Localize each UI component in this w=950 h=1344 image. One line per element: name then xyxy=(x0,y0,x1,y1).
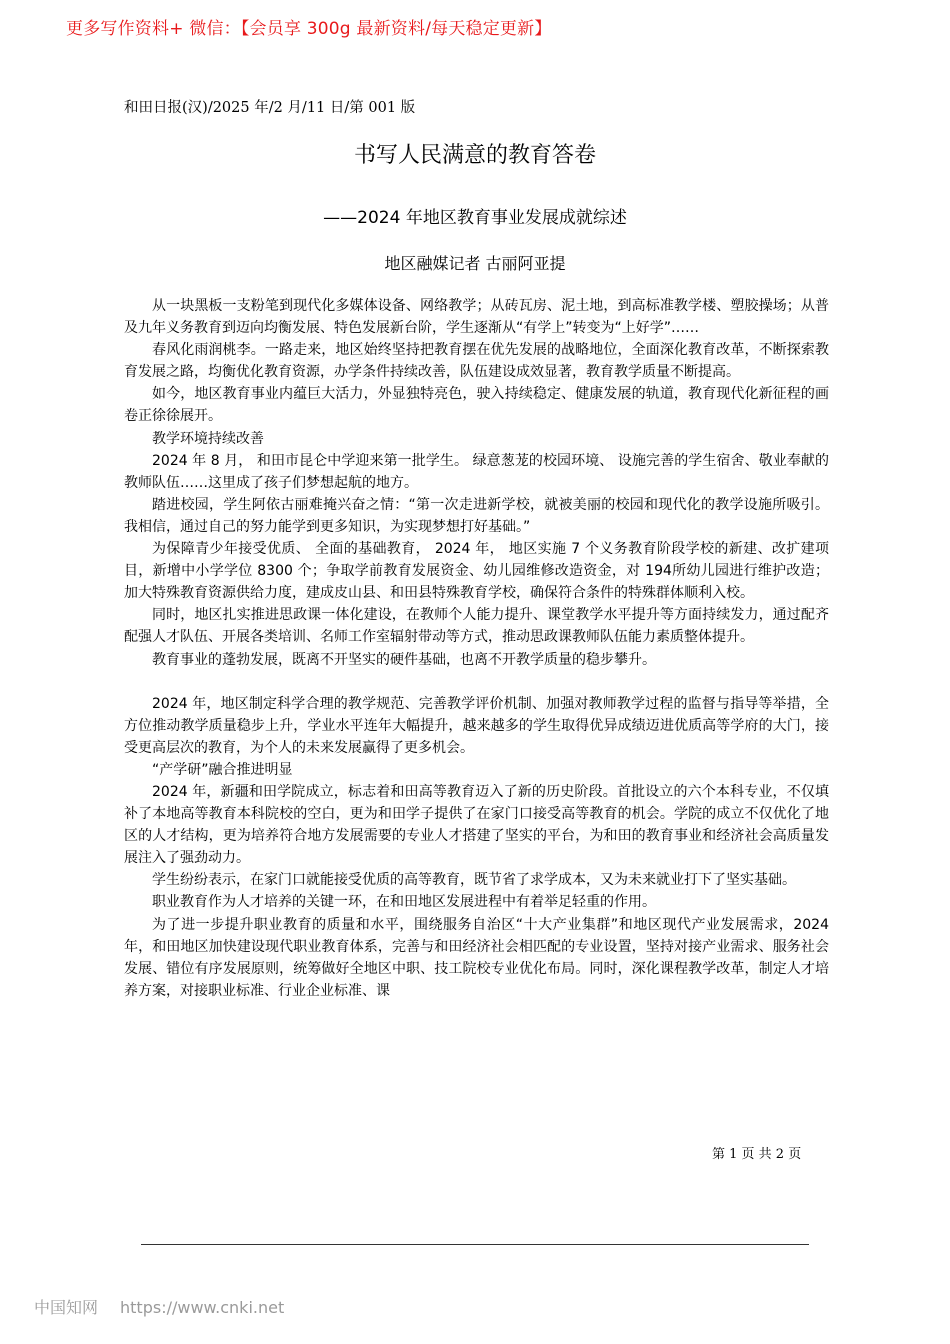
paragraph: 职业教育作为人才培养的关键一环，在和田地区发展进程中有着举足轻重的作用。 xyxy=(152,894,656,911)
footer-divider xyxy=(141,1244,809,1245)
paragraph: 为保障青少年接受优质、 全面的基础教育， 2024 年， 地区实施 7 个义务教育阶段学校的新建、改扩建项目，新增中小学学位 8300 个；争取学前教育发展资金、幼儿园维修改造资金，对 194所幼儿园进行维护改造；加大特殊教育资源供给力度，建成皮山县、和田县特殊教育学校，确保符合条件的特殊群体顺利入校。 xyxy=(124,541,829,602)
source-line: 和田日报(汉)/2025 年/2 月/11 日/第 001 版 xyxy=(124,100,416,116)
watermark-url: https://www.cnki.net xyxy=(120,1298,285,1317)
promo-banner: 更多写作资料+ 微信：【会员享 300g 最新资料/每天稳定更新】 xyxy=(66,19,552,39)
paragraph: 春风化雨润桃李。一路走来，地区始终坚持把教育摆在优先发展的战略地位，全面深化教育改革，不断探索教育发展之路，均衡优化教育资源，办学条件持续改善，队伍建设成效显著，教育教学质量不断提高。 xyxy=(124,342,829,381)
paragraph: 从一块黑板一支粉笔到现代化多媒体设备、网络教学；从砖瓦房、泥土地，到高标准教学楼、塑胶操场；从普及九年义务教育到迈向均衡发展、特色发展新台阶，学生逐渐从“有学上”转变为“上好学”…… xyxy=(124,298,829,337)
article-body xyxy=(124,295,829,1002)
paragraph: 2024 年 8 月， 和田市昆仑中学迎来第一批学生。 绿意葱茏的校园环境、 设施完善的学生宿舍、敬业奉献的教师队伍……这里成了孩子们梦想起航的地方。 xyxy=(124,452,829,491)
article-subtitle: ——2024 年地区教育事业发展成就综述 xyxy=(323,208,627,228)
article-byline: 地区融媒记者 古丽阿亚提 xyxy=(384,254,566,273)
paragraph: 同时，地区扎实推进思政课一体化建设，在教师个人能力提升、课堂教学水平提升等方面持续发力，通过配齐配强人才队伍、开展各类培训、名师工作室辐射带动等方式，推动思政课教师队伍能力素质整体提升。 xyxy=(124,607,829,646)
paragraph: 踏进校园，学生阿依古丽难掩兴奋之情：“第一次走进新学校，就被美丽的校园和现代化的教学设施所吸引。我相信，通过自己的努力能学到更多知识，为实现梦想打好基础。” xyxy=(124,496,829,535)
section-heading: 教学环境持续改善 xyxy=(152,430,264,447)
paragraph: 学生纷纷表示，在家门口就能接受优质的高等教育，既节省了求学成本，又为未来就业打下了坚实基础。 xyxy=(152,872,796,889)
paragraph: 2024 年，地区制定科学合理的教学规范、完善教学评价机制、加强对教师教学过程的监督与指导等举措，全方位推动教学质量稳步上升，学业水平连年大幅提升，越来越多的学生取得优异成绩迈进优质高等学府的大门，接受更高层次的教育，为个人的未来发展赢得了更多机会。 xyxy=(124,695,829,756)
paragraph: 2024 年，新疆和田学院成立，标志着和田高等教育迈入了新的历史阶段。首批设立的六个本科专业，不仅填补了本地高等教育本科院校的空白，更为和田学子提供了在家门口接受高等教育的机会。学院的成立不仅优化了地区的人才结构，更为培养符合地方发展需要的专业人才搭建了坚实的平台，为和田的教育事业和经济社会高质量发展注入了强劲动力。 xyxy=(124,783,829,867)
page-number: 第 1 页 共 2 页 xyxy=(712,1147,802,1162)
paragraph: 教育事业的蓬勃发展，既离不开坚实的硬件基础，也离不开教学质量的稳步攀升。 xyxy=(152,651,656,668)
watermark-brand: 中国知网 xyxy=(34,1298,99,1317)
paragraph: 为了进一步提升职业教育的质量和水平，围绕服务自治区“十大产业集群”和地区现代产业发展需求，2024 年，和田地区加快建设现代职业教育体系，完善与和田经济社会相匹配的专业设置，坚持对接产业需求、服务社会发展、错位有序发展原则，统筹做好全地区中职、技工院校专业优化布局。同时，深化课程教学改革，制定人才培养方案，对接职业标准、行业企业标准、课 xyxy=(124,916,829,999)
article-title: 书写人民满意的教育答卷 xyxy=(353,143,596,168)
cnki-watermark xyxy=(34,1295,284,1318)
paragraph: 如今，地区教育事业内蕴巨大活力，外显独特亮色，驶入持续稳定、健康发展的轨道，教育现代化新征程的画卷正徐徐展开。 xyxy=(124,386,829,425)
section-heading: “产学研”融合推进明显 xyxy=(152,761,293,778)
